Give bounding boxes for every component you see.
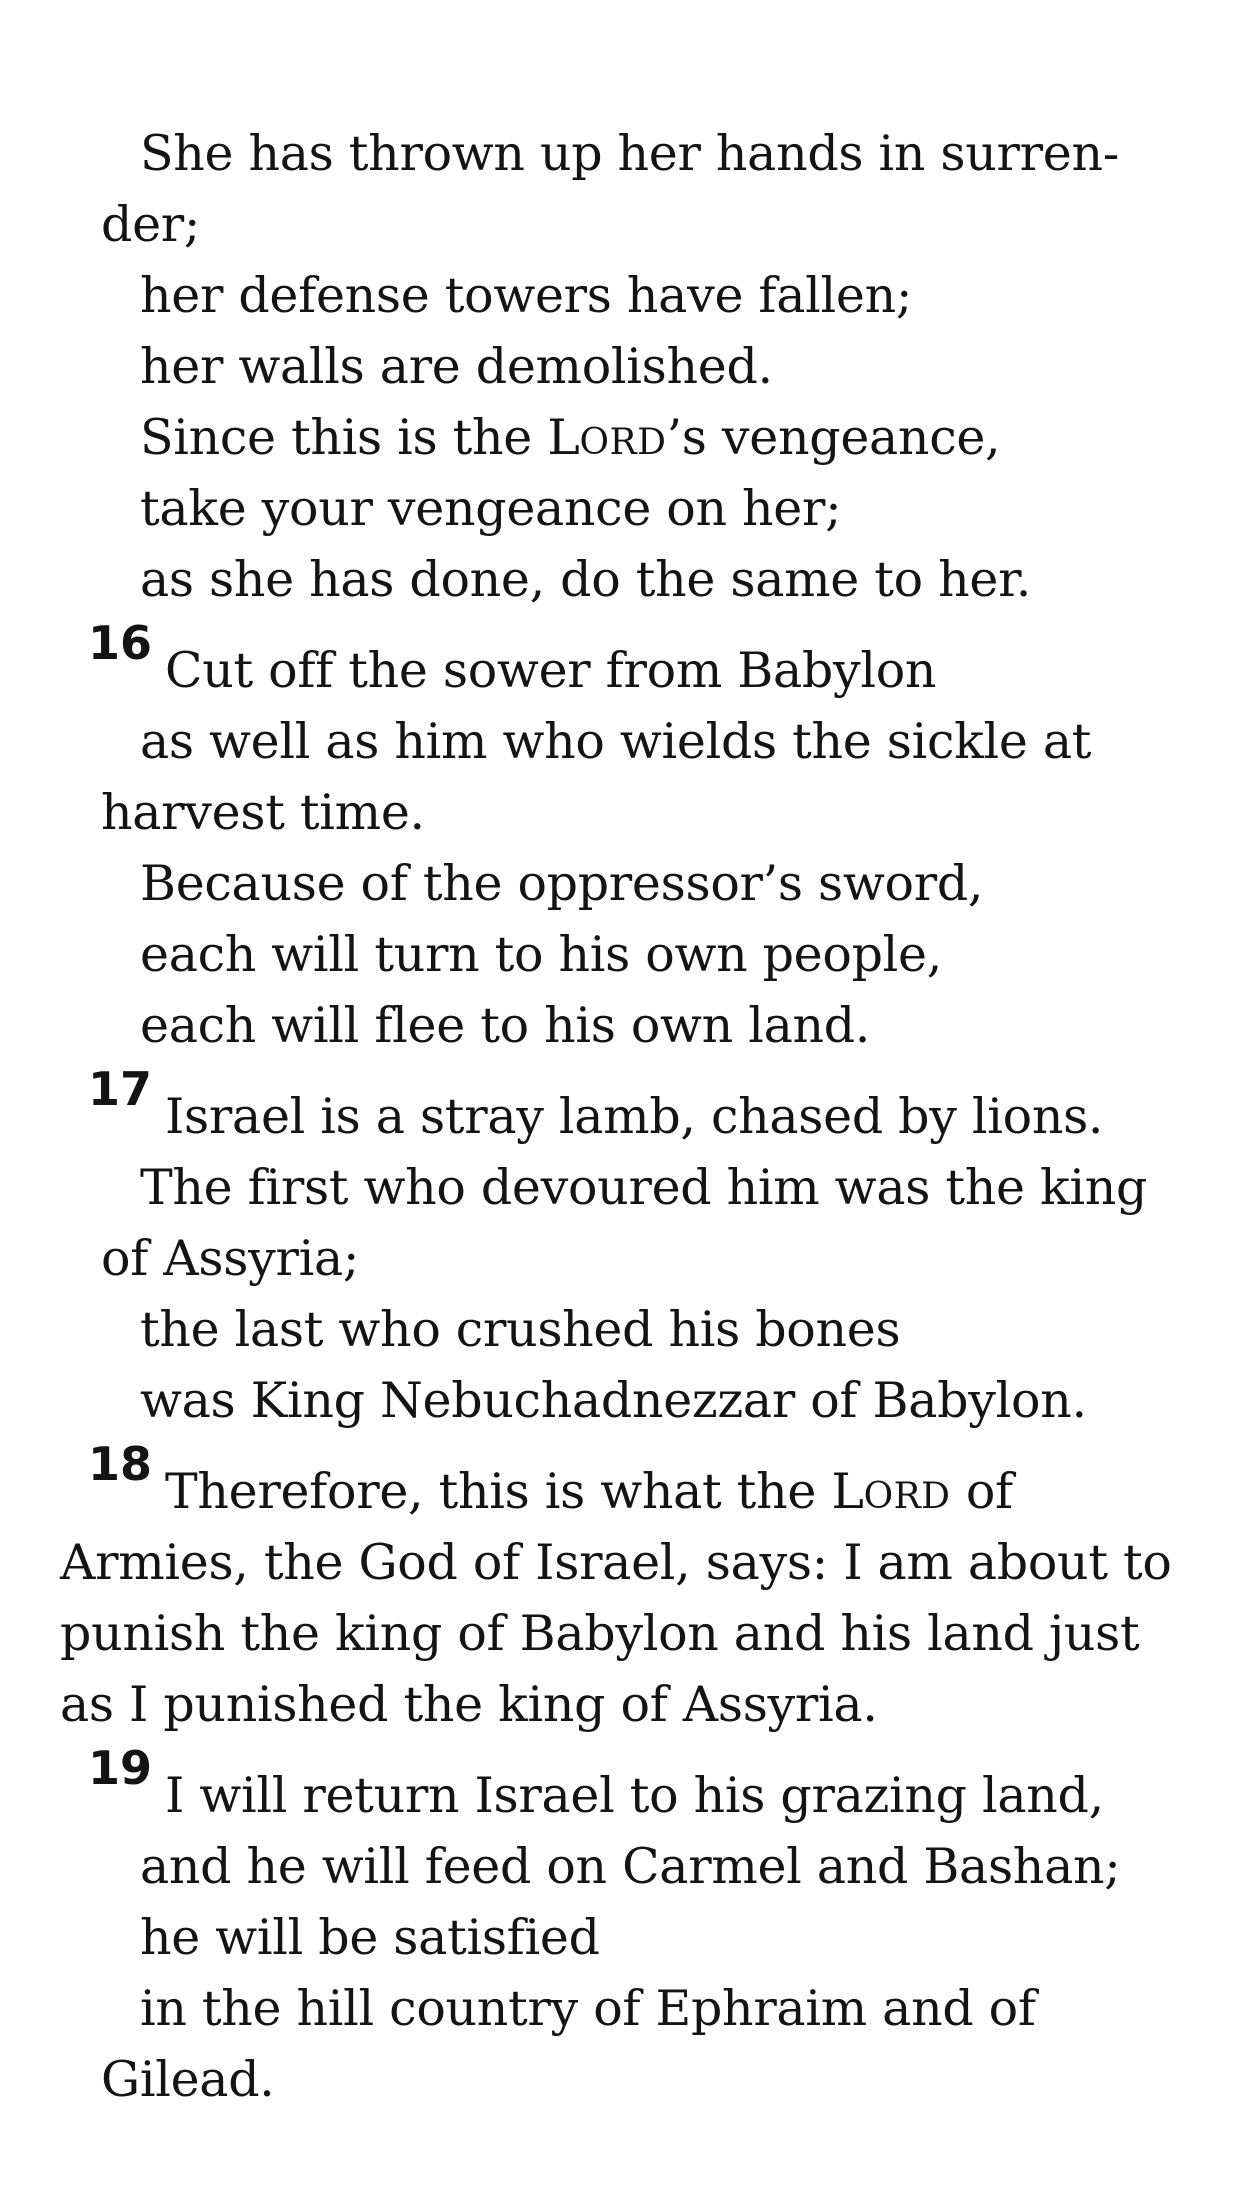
verse-number: 19	[88, 1741, 153, 1795]
text-line: and he will feed on Carmel and Bashan;	[140, 1838, 1121, 1895]
divine-name-initial: L	[831, 1463, 864, 1520]
divine-name-smallcaps: ORD	[863, 1476, 951, 1517]
text-run: Since this is the	[140, 409, 548, 466]
text-line: punish the king of Babylon and his land just	[60, 1605, 1140, 1662]
text-line	[165, 1456, 1013, 1532]
text-line: each will turn to his own people,	[140, 926, 942, 983]
divine-name-smallcaps: ORD	[579, 422, 667, 463]
text-line: I will return Israel to his grazing land,	[165, 1767, 1104, 1824]
text-line: harvest time.	[101, 784, 425, 841]
text-line: Because of the oppressor’s sword,	[140, 855, 984, 912]
text-line: Armies, the God of Israel, says: I am about to	[60, 1534, 1172, 1591]
text-line: take your vengeance on her;	[140, 480, 842, 537]
text-run: of	[950, 1463, 1013, 1520]
text-line: her walls are demolished.	[140, 338, 773, 395]
text-line: as well as him who wields the sickle at	[140, 713, 1092, 770]
divine-name-initial: L	[547, 409, 580, 466]
verse-number: 18	[88, 1437, 153, 1491]
text-line: Israel is a stray lamb, chased by lions.	[165, 1088, 1104, 1145]
text-line: Cut off the sower from Babylon	[165, 642, 937, 699]
text-line: as she has done, do the same to her.	[140, 551, 1032, 608]
text-line: each will flee to his own land.	[140, 997, 871, 1054]
text-line: Gilead.	[101, 2051, 275, 2108]
text-line: he will be satisfied	[140, 1909, 600, 1966]
text-run: Therefore, this is what the	[165, 1463, 832, 1520]
text-line: in the hill country of Ephraim and of	[140, 1980, 1036, 2037]
verse-number: 17	[88, 1062, 153, 1116]
text-line: her defense towers have fallen;	[140, 267, 913, 324]
text-line: of Assyria;	[101, 1230, 360, 1287]
text-line: The first who devoured him was the king	[140, 1159, 1148, 1216]
text-line: the last who crushed his bones	[140, 1301, 901, 1358]
text-run: ’s vengeance,	[666, 409, 1001, 466]
text-line: was King Nebuchadnezzar of Babylon.	[140, 1372, 1087, 1429]
text-line	[140, 402, 1000, 478]
text-line: She has thrown up her hands in surren-	[140, 125, 1119, 182]
text-line: der;	[101, 196, 201, 253]
text-line: as I punished the king of Assyria.	[60, 1676, 878, 1733]
verse-number: 16	[88, 616, 153, 670]
